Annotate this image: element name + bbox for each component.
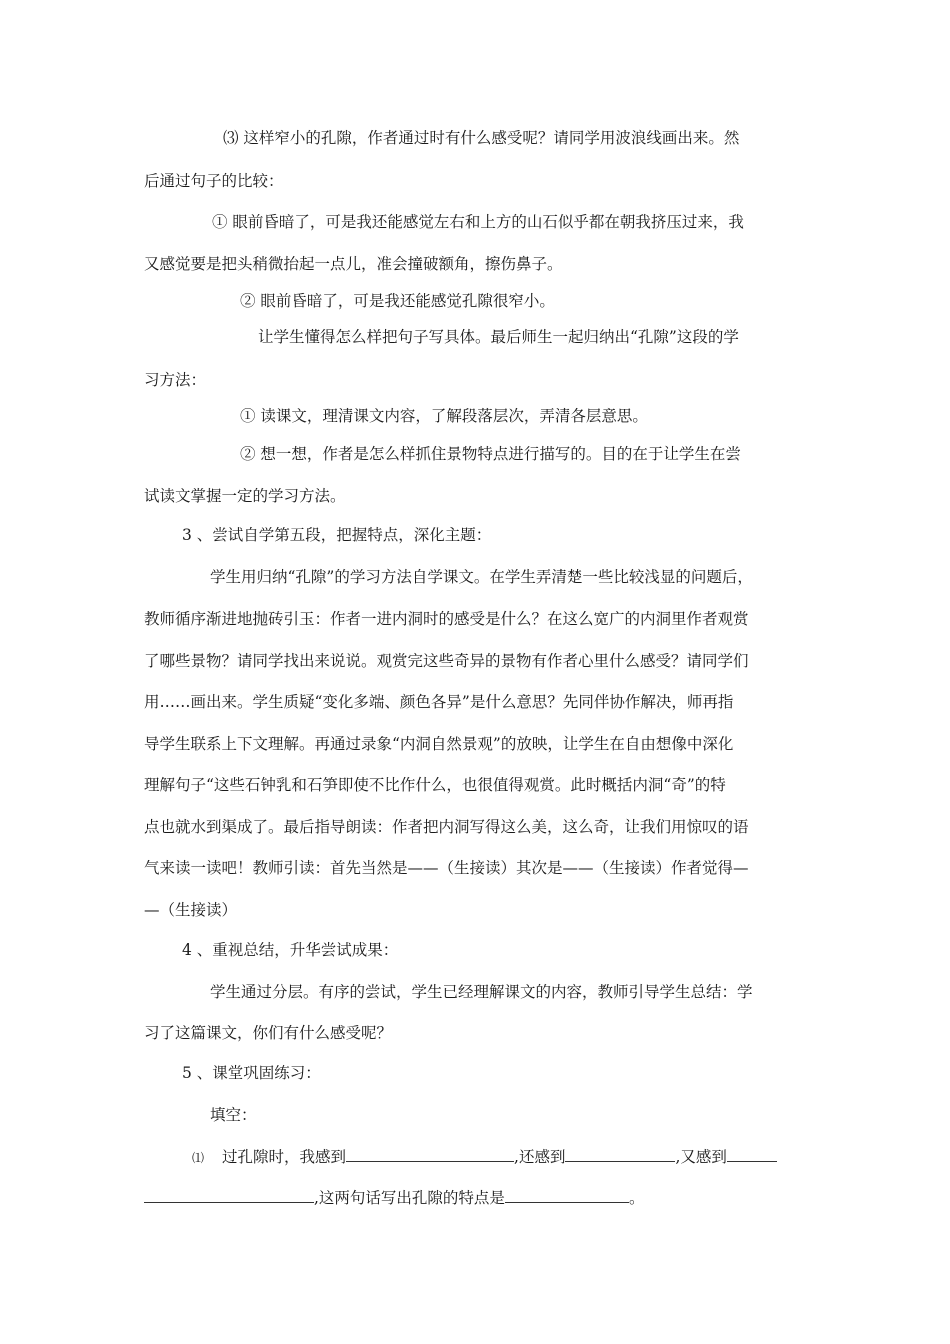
text-line: ② 想一想，作者是怎么样抓住景物特点进行描写的。目的在于让学生在尝 [240, 445, 741, 463]
item-number: ⑴ [192, 1151, 205, 1165]
section-heading: 3 、尝试自学第五段，把握特点，深化主题： [182, 526, 492, 544]
text-line: 试读文掌握一定的学习方法。 [144, 487, 346, 505]
text-line: ⑶ 这样窄小的孔隙，作者通过时有什么感受呢？请同学用波浪线画出来。然 [223, 129, 740, 147]
text-line: —（生接读） [144, 901, 238, 919]
text-line: 用……画出来。学生质疑“变化多端、颜色各异”是什么意思？先同伴协作解决，师再指 [144, 693, 734, 711]
section-heading: 4 、重视总结，升华尝试成果： [182, 941, 399, 959]
text-run: 。 [628, 1189, 645, 1207]
text-line: 习方法： [144, 371, 207, 389]
text-run: ,又感到 [675, 1148, 727, 1166]
exercise-line [192, 1147, 777, 1168]
fill-blank[interactable] [144, 1188, 314, 1203]
fill-blank[interactable] [346, 1147, 514, 1162]
text-line: 又感觉要是把头稍微抬起一点儿，准会撞破额角，擦伤鼻子。 [144, 255, 563, 273]
text-line: 教师循序渐进地抛砖引玉：作者一进内洞时的感受是什么？在这么宽广的内洞里作者观赏 [144, 610, 749, 628]
text-line: 理解句子“这些石钟乳和石笋即使不比作什么，也很值得观赏。此时概括内洞“奇”的特 [144, 776, 726, 794]
text-run: ,这两句话写出孔隙的特点是 [314, 1189, 505, 1207]
text-line: 学生通过分层。有序的尝试，学生已经理解课文的内容，教师引导学生总结：学 [210, 983, 753, 1001]
text-line: ① 眼前昏暗了，可是我还能感觉左右和上方的山石似乎都在朝我挤压过来，我 [212, 213, 744, 231]
fill-blank[interactable] [505, 1188, 629, 1203]
text-line: ① 读课文，理清课文内容，了解段落层次，弄清各层意思。 [240, 407, 648, 425]
text-line: 后通过句子的比较： [144, 172, 284, 190]
text-line: 让学生懂得怎么样把句子写具体。最后师生一起归纳出“孔隙”这段的学 [258, 328, 739, 346]
text-line: ② 眼前昏暗了，可是我还能感觉孔隙很窄小。 [240, 292, 555, 310]
section-heading: 5 、课堂巩固练习： [182, 1064, 321, 1082]
text-line: 了哪些景物？请同学找出来说说。观赏完这些奇异的景物有作者心里什么感受？请同学们 [144, 652, 749, 670]
text-run: 过孔隙时，我感到 [222, 1148, 347, 1166]
fill-blank[interactable] [565, 1147, 675, 1162]
fill-blank[interactable] [727, 1147, 777, 1162]
text-line: 气来读一读吧！教师引读：首先当然是——（生接读）其次是——（生接读）作者觉得— [144, 859, 749, 877]
text-line: 点也就水到渠成了。最后指导朗读：作者把内洞写得这么美，这么奇，让我们用惊叹的语 [144, 818, 749, 836]
text-line: 习了这篇课文，你们有什么感受呢？ [144, 1024, 393, 1042]
exercise-line [144, 1188, 644, 1208]
text-line: 导学生联系上下文理解。再通过录象“内洞自然景观”的放映，让学生在自由想像中深化 [144, 735, 734, 753]
text-run: ,还感到 [514, 1148, 566, 1166]
text-line: 学生用归纳“孔隙”的学习方法自学课文。在学生弄清楚一些比较浅显的问题后， [210, 568, 753, 586]
text-line: 填空： [210, 1106, 257, 1124]
